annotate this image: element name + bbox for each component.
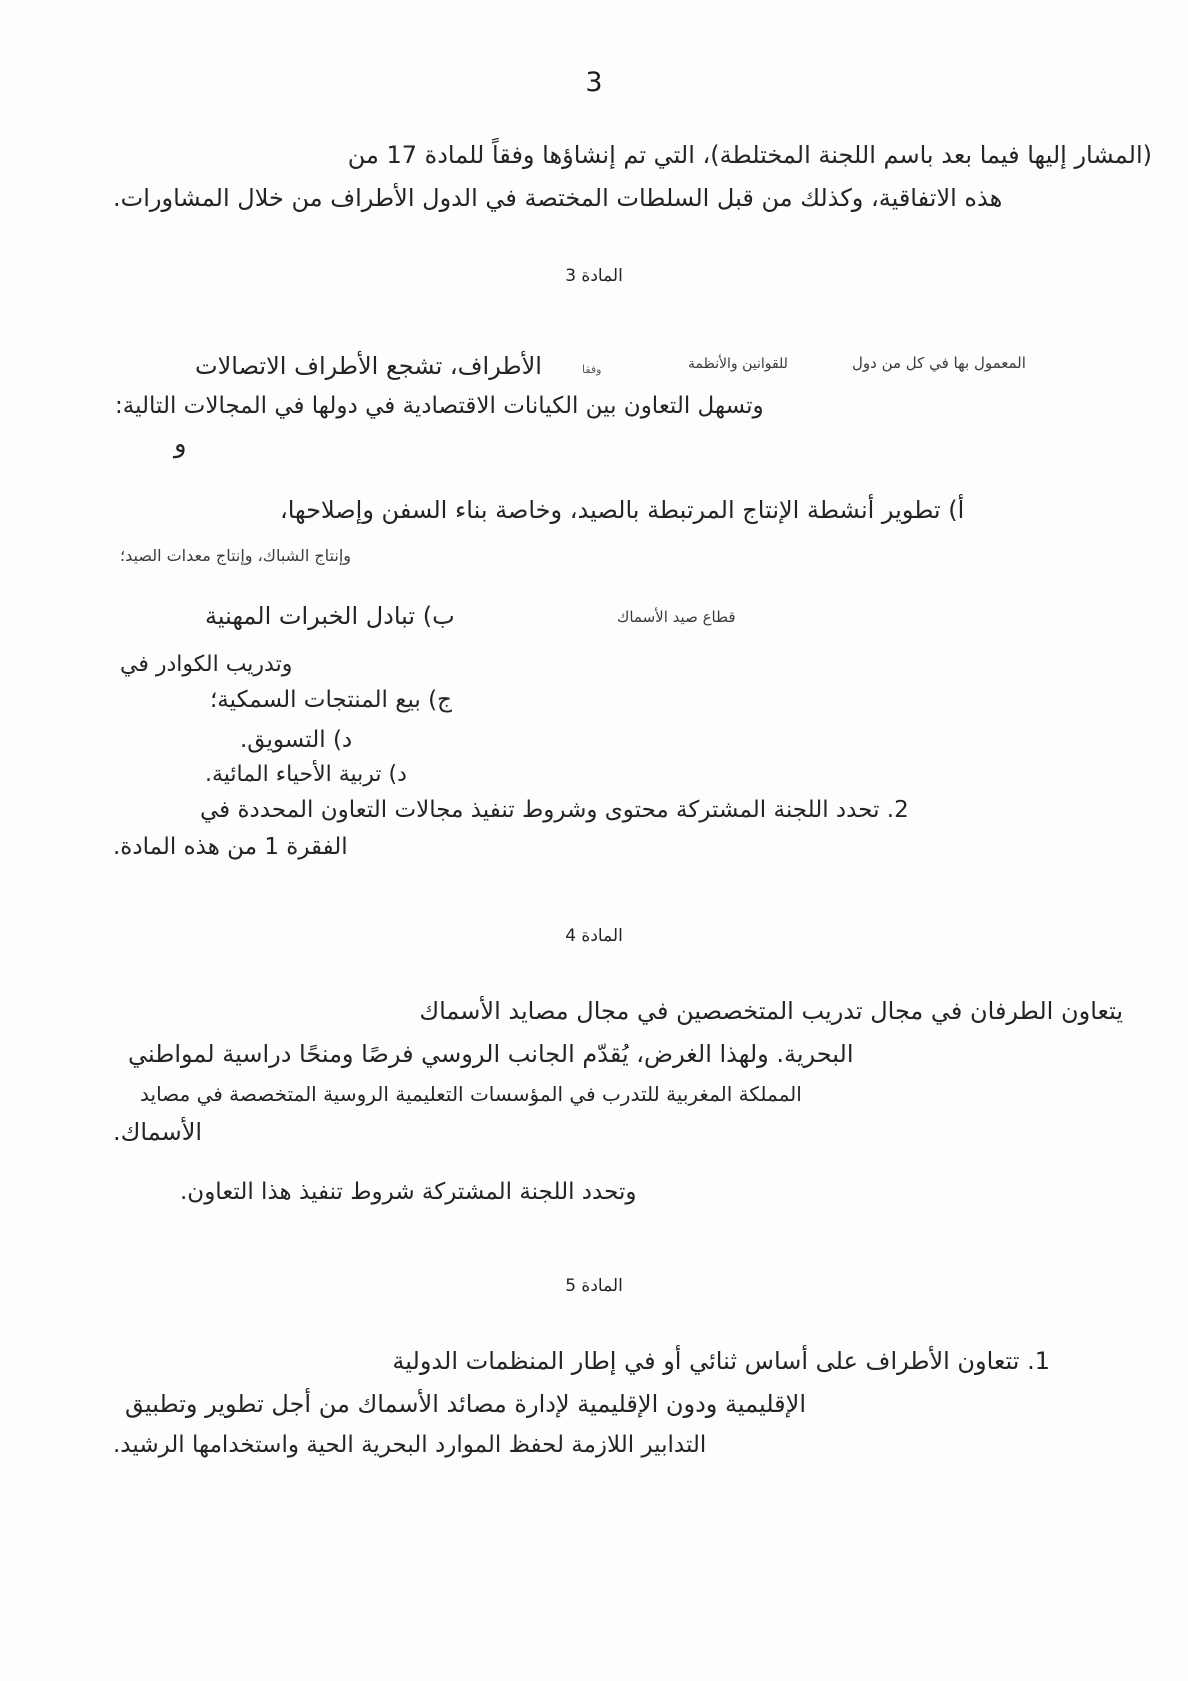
article-5-para-1-line-3: التدابير اللازمة لحفظ الموارد البحرية الحية واستخدامها الرشيد.: [113, 1432, 707, 1458]
intro-line-2: هذه الاتفاقية، وكذلك من قبل السلطات المختصة في الدول الأطراف من خلال المشاورات.: [113, 184, 1003, 212]
article-3-lead-fragment-tiny: وفقا: [582, 363, 602, 376]
article-3-lead-line-2: وتسهل التعاون بين الكيانات الاقتصادية في دولها في المجالات التالية:: [115, 393, 764, 419]
intro-line-1: (المشار إليها فيما بعد باسم اللجنة المختلطة)، التي تم إنشاؤها وفقاً للمادة 17 من: [347, 141, 1152, 169]
article-3-lead-fragment-small-2: المعمول بها في كل من دول: [852, 354, 1026, 372]
article-3-item-d2: د) تربية الأحياء المائية.: [205, 762, 407, 787]
article-3-clause-2-line-2: الفقرة 1 من هذه المادة.: [113, 834, 348, 860]
article-5-heading: المادة 5: [565, 1276, 623, 1296]
article-5-para-1-line-2: الإقليمية ودون الإقليمية لإدارة مصائد الأسماك من أجل تطوير وتطبيق: [125, 1390, 806, 1418]
article-3-clause-2-line-1: 2. تحدد اللجنة المشتركة محتوى وشروط تنفيذ مجالات التعاون المحددة في: [200, 797, 909, 823]
article-4-para-1-line-2: البحرية. ولهذا الغرض، يُقدّم الجانب الروسي فرصًا ومنحًا دراسية لمواطني: [128, 1040, 854, 1068]
article-3-heading: المادة 3: [565, 266, 623, 286]
article-4-para-1-line-3: المملكة المغربية للتدرب في المؤسسات التعليمية الروسية المتخصصة في مصايد: [140, 1082, 802, 1106]
article-3-item-b: ب) تبادل الخبرات المهنية: [205, 602, 455, 630]
article-3-lead-fragment-small-1: للقوانين والأنظمة: [688, 356, 788, 372]
article-5-para-1-line-1: 1. تتعاون الأطراف على أساس ثنائي أو في إطار المنظمات الدولية: [392, 1347, 1050, 1375]
article-4-para-1-line-1: يتعاون الطرفان في مجال تدريب المتخصصين في مجال مصايد الأسماك: [419, 997, 1123, 1025]
article-4-heading: المادة 4: [565, 926, 623, 946]
article-3-item-c: ج) بيع المنتجات السمكية؛: [210, 687, 452, 713]
article-3-item-d1: د) التسويق.: [240, 727, 353, 753]
article-3-item-a: أ) تطوير أنشطة الإنتاج المرتبطة بالصيد، وخاصة بناء السفن وإصلاحها،: [280, 496, 965, 524]
article-3-stray-waw: و: [174, 429, 187, 459]
article-3-item-a-continuation: وإنتاج الشباك، وإنتاج معدات الصيد؛: [120, 546, 352, 565]
article-3-lead-fragment-large: الأطراف، تشجع الأطراف الاتصالات: [195, 352, 542, 380]
article-3-item-b-small-fragment: قطاع صيد الأسماك: [617, 608, 736, 626]
page-number: 3: [585, 67, 603, 98]
article-4-para-1-line-4: الأسماك.: [113, 1118, 203, 1146]
article-3-item-b-continuation: وتدريب الكوادر في: [120, 652, 293, 677]
article-4-para-2: وتحدد اللجنة المشتركة شروط تنفيذ هذا التعاون.: [180, 1179, 637, 1205]
